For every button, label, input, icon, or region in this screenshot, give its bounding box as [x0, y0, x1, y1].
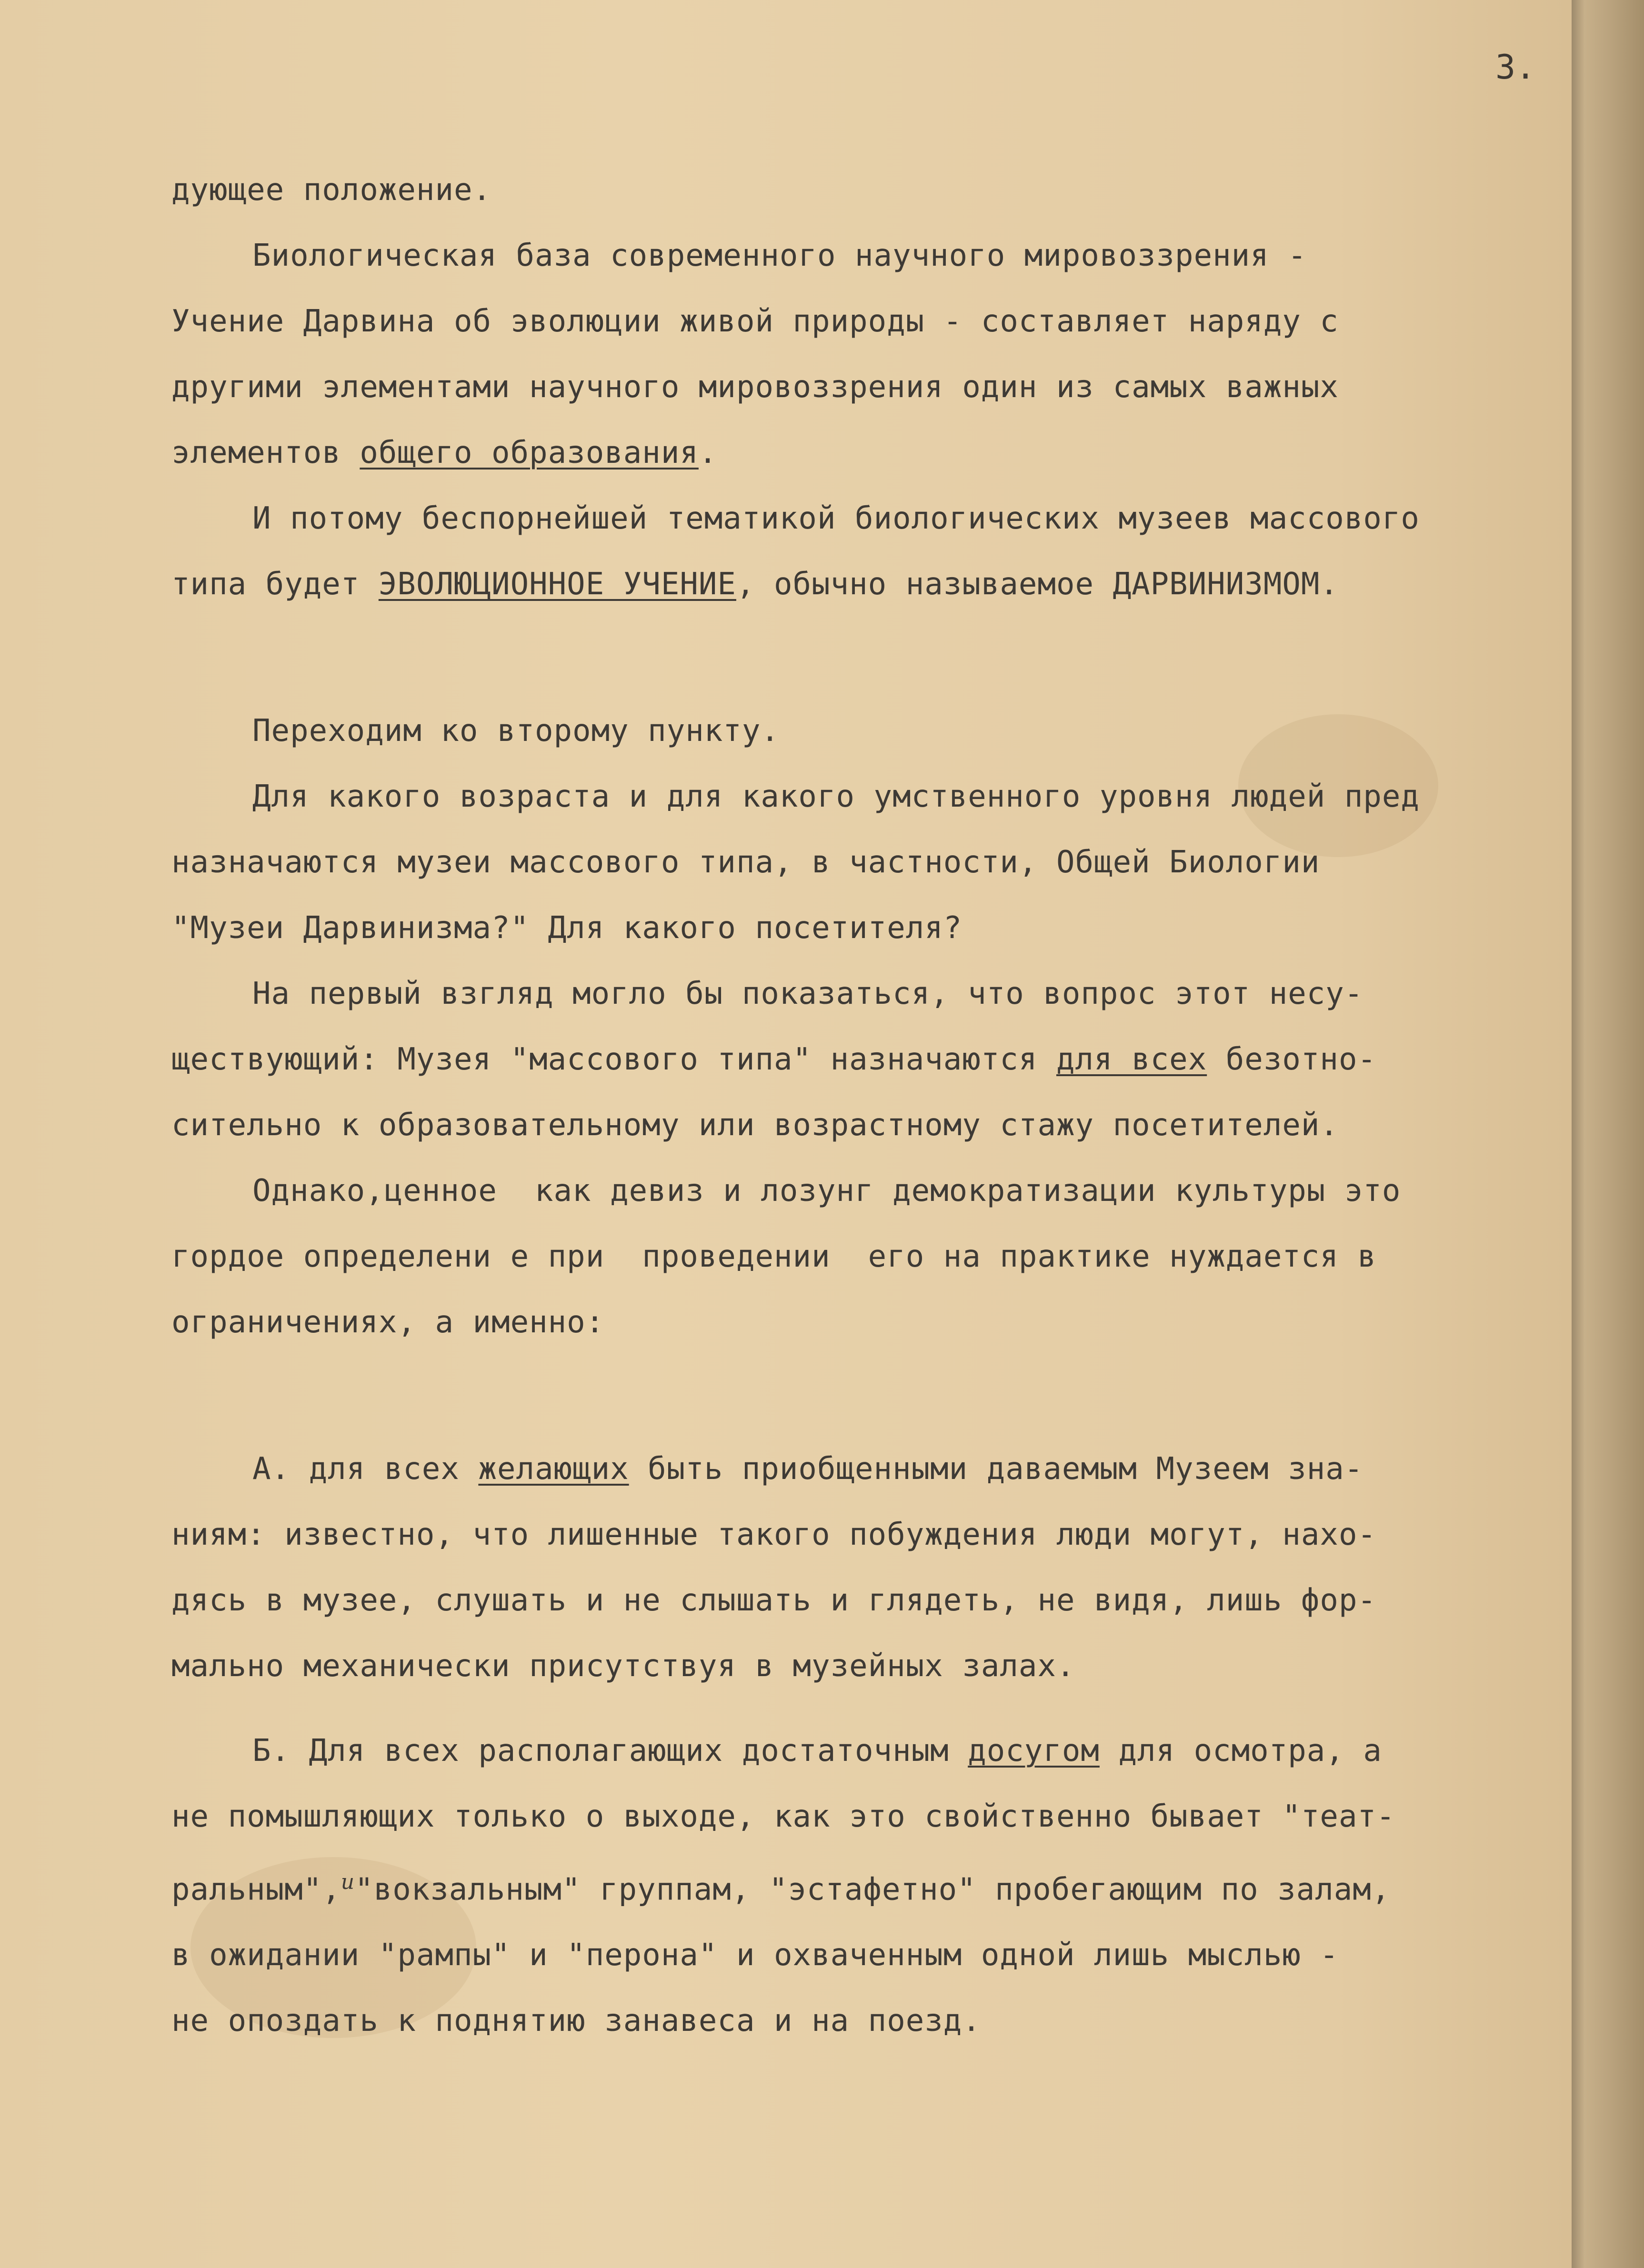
text-line: дующее положение.	[171, 172, 492, 208]
handwritten-insertion: и	[341, 1870, 355, 1894]
text-line: не опоздать к поднятию занавеса и на поезд.	[171, 2003, 981, 2039]
text-line: элементов общего образования.	[171, 435, 718, 470]
text-line: "Музеи Дарвинизма?" Для какого посетителя?	[171, 910, 962, 946]
text-line: А. для всех желающих быть приобщенными даваемым Музеем зна-	[252, 1451, 1363, 1487]
underlined-phrase: для всех	[1056, 1042, 1207, 1077]
page-number: 3.	[1495, 48, 1536, 87]
text-line: не помышляющих только о выходе, как это свойственно бывает "теат-	[171, 1799, 1395, 1834]
underlined-phrase: ЭВОЛЮЦИОННОЕ УЧЕНИЕ	[378, 567, 736, 602]
text-line: Учение Дарвина об эволюции живой природы - составляет наряду с	[171, 304, 1339, 339]
underlined-phrase: желающих	[478, 1451, 629, 1487]
text-line: Биологическая база современного научного мировоззрения -	[252, 238, 1307, 273]
paragraph-gap	[171, 617, 1576, 698]
text-line: Для какого возраста и для какого умственного уровня людей пред	[252, 779, 1420, 814]
text-line: ральным",$^и$"вокзальным" группам, "эстафетно" пробегающим по залам,	[171, 1870, 1391, 1908]
text-line: И потому беспорнейшей тематикой биологических музеев массового	[252, 501, 1420, 536]
text-line: другими элементами научного мировоззрения один из самых важных	[171, 370, 1339, 405]
text-line: Однако,ценное как девиз и лозунг демократизации культуры это	[252, 1173, 1401, 1209]
text-line: Переходим ко второму пункту.	[252, 713, 780, 749]
paragraph-gap	[171, 1699, 1576, 1718]
text-line: ществующий: Музея "массового типа" назначаются для всех безотно-	[171, 1042, 1376, 1077]
text-line: ниям: известно, что лишенные такого побуждения люди могут, нахо-	[171, 1517, 1376, 1552]
text-line: назначаются музеи массового типа, в частности, Общей Биологии	[171, 845, 1320, 880]
page-edge-shadow	[1572, 0, 1644, 2268]
text-line: ограничениях, а именно:	[171, 1305, 605, 1340]
text-line: сительно к образовательному или возрастному стажу посетителей.	[171, 1108, 1339, 1143]
paragraph-gap	[171, 1355, 1576, 1436]
underlined-phrase: досугом	[968, 1733, 1100, 1768]
text-line: дясь в музее, слушать и не слышать и глядеть, не видя, лишь фор-	[171, 1583, 1376, 1618]
text-line: На первый взгляд могло бы показаться, что вопрос этот несу-	[252, 976, 1363, 1011]
typewritten-text	[171, 157, 1576, 2054]
text-line: гордое определени е при проведении его на практике нуждается в	[171, 1239, 1376, 1274]
text-line: в ожидании "рампы" и "перона" и охваченным одной лишь мыслью -	[171, 1938, 1339, 1973]
text-line: типа будет ЭВОЛЮЦИОННОЕ УЧЕНИЕ, обычно называемое ДАРВИНИЗМОМ.	[171, 567, 1339, 602]
text-line: Б. Для всех располагающих достаточным досугом для осмотра, а	[252, 1733, 1382, 1768]
underlined-phrase: общего образования	[360, 435, 699, 470]
text-line: мально механически присутствуя в музейных залах.	[171, 1649, 1075, 1684]
